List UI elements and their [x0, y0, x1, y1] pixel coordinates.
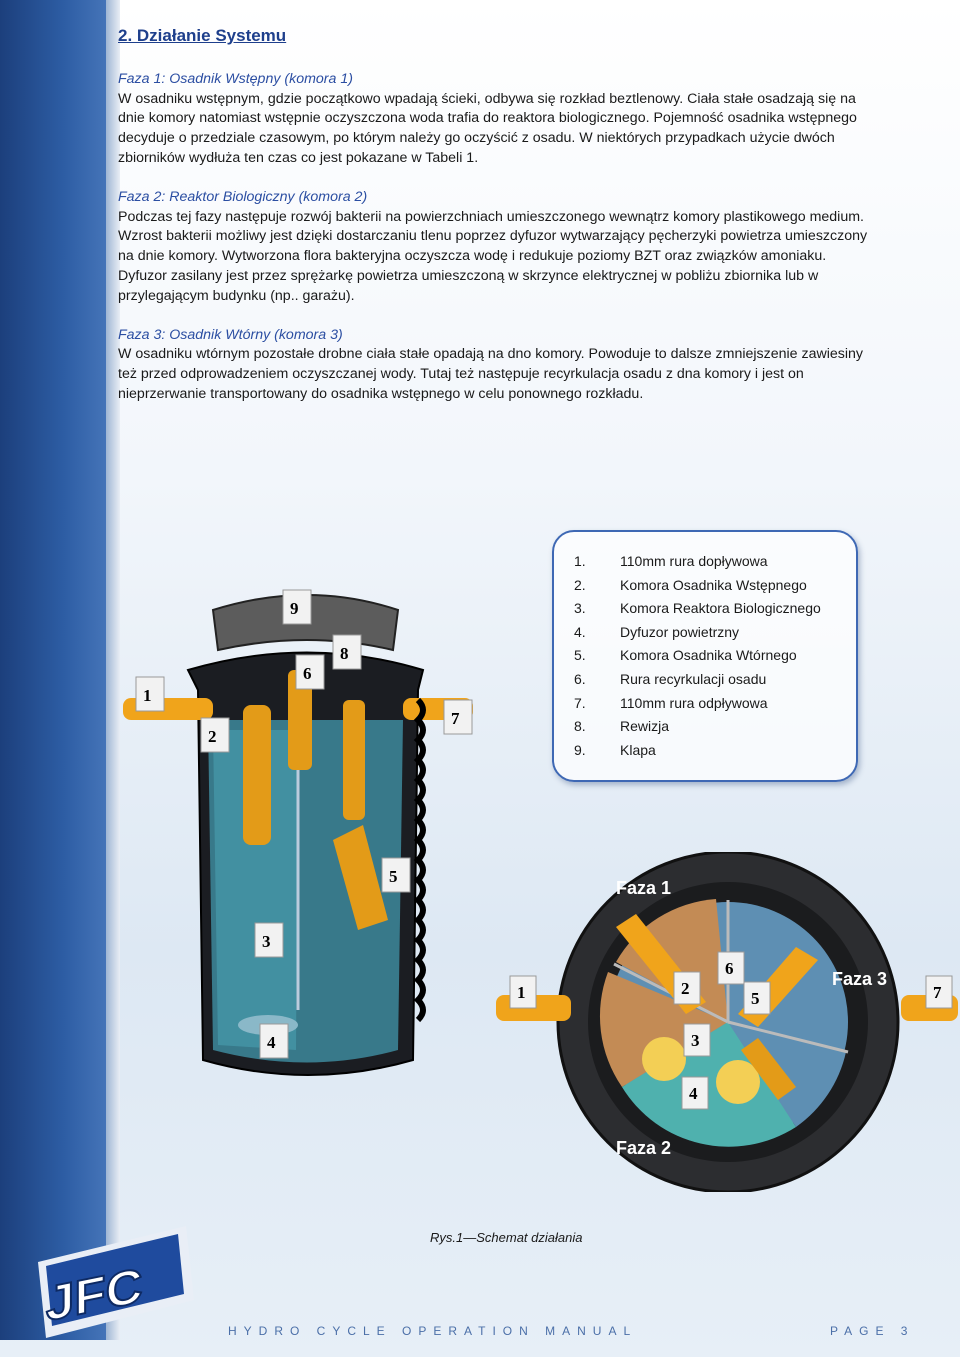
- legend-num: 2.: [574, 576, 586, 593]
- legend-num: 8.: [574, 718, 586, 735]
- legend-label: Komora Osadnika Wtórnego: [620, 647, 797, 664]
- label-text: 9: [290, 599, 299, 618]
- label-text: 7: [451, 709, 460, 728]
- tank-diagram: [118, 580, 488, 1100]
- phase-title: Faza 1: Osadnik Wstępny (komora 1): [118, 70, 353, 87]
- top-label-4: [682, 1077, 708, 1109]
- phase-title: Faza 3: Osadnik Wtórny (komora 3): [118, 326, 343, 343]
- phase-title: Faza 2: Reaktor Biologiczny (komora 2): [118, 188, 368, 205]
- label-text: 4: [689, 1084, 698, 1103]
- top-label-2: [674, 972, 700, 1004]
- legend-item: [554, 715, 856, 739]
- top-label-5: [744, 982, 770, 1014]
- legend-label: Dyfuzor powietrzny: [620, 623, 740, 640]
- label-text: 2: [681, 979, 690, 998]
- phase-body: W osadniku wstępnym, gdzie początkowo wpadają ścieki, odbywa się rozkład beztlenowy. Ciała stałe osadzają się na dnie komory natomiast wstępnie oczyszczona woda trafia do reaktora biologicznego. Pojemność osadnika wstępnego decyduje o przedziale czasowym, po którym należy go oczyścić z osadu. W niektórych przypadkach użycie dwóch zbiorników wydłuża ten czas co jest pokazane w Tabeli 1.: [118, 90, 857, 166]
- legend-label: Rura recyrkulacji osadu: [620, 670, 767, 687]
- legend-item: [554, 644, 856, 668]
- phase-body: W osadniku wtórnym pozostałe drobne ciała stałe opadają na dno komory. Powoduje to dalsze zmniejszenie zawiesiny też przed odprowadzeniem oczyszczanej wody. Tutaj też następuje recyrkulacja osadu z dna komory i jest on nieprzerwanie transportowany do osadnika wstępnego w celu ponownego rozkładu.: [118, 346, 863, 402]
- label-text: 6: [725, 959, 734, 978]
- top-view-diagram: [496, 852, 958, 1192]
- legend-list: [554, 550, 856, 762]
- label-text: 3: [691, 1031, 700, 1050]
- phase-body: Podczas tej fazy następuje rozwój bakterii na powierzchniach umieszczonego wewnątrz komory plastikowego medium. Wzrost bakterii możliwy jest dzięki dostarczaniu tlenu poprzez dyfuzor wytwarzający pęcherzyki powietrza umieszczony na dnie komory. Wytworzona flora bakteryjna oczyszcza wodę i redukuje poziomy BZT oraz związków amoniaku. Dyfuzor zasilany jest przez sprężarkę powietrza umieszczoną w skrzynce elektrycznej w pobliżu zbiornika lub w przylegającym budynku (np.. garażu).: [118, 208, 868, 304]
- legend-item: [554, 668, 856, 692]
- tank-label-8: [333, 635, 361, 669]
- faza-3-label: Faza 3: [832, 969, 888, 989]
- label-text: 8: [340, 644, 349, 663]
- legend-label: Klapa: [620, 741, 656, 758]
- top-label-1: [510, 976, 536, 1008]
- tank-label-2: [201, 718, 229, 752]
- legend-label: Rewizja: [620, 718, 670, 735]
- legend-num: 7.: [574, 694, 586, 711]
- tank-label-9: [283, 590, 311, 624]
- label-text: 2: [208, 727, 217, 746]
- faza-1-label: Faza 1: [616, 878, 672, 898]
- phase-1: [118, 70, 878, 169]
- top-label-3: [684, 1024, 710, 1056]
- label-text: 6: [303, 664, 312, 683]
- tank-label-7: [444, 700, 472, 734]
- legend-item: [554, 574, 856, 598]
- legend-label: 110mm rura odpływowa: [620, 694, 768, 711]
- label-text: 4: [267, 1033, 276, 1052]
- legend-num: 1.: [574, 553, 586, 569]
- tank-label-4: [260, 1024, 288, 1058]
- top-label-7: [926, 976, 952, 1008]
- text-content: [118, 26, 878, 424]
- phase-2: [118, 188, 878, 307]
- legend-item: [554, 692, 856, 716]
- section-heading: 2. Działanie Systemu: [118, 26, 287, 45]
- legend-item: [554, 621, 856, 645]
- tank-label-3: [255, 923, 283, 957]
- legend-num: 3.: [574, 600, 586, 617]
- phase-3: [118, 326, 878, 405]
- label-text: 1: [143, 686, 152, 705]
- faza-2-label: Faza 2: [616, 1138, 672, 1158]
- label-text: 1: [517, 983, 526, 1002]
- footer-title: HYDRO CYCLE OPERATION MANUAL: [228, 1324, 638, 1338]
- top-label-6: [718, 952, 744, 984]
- tank-label-6: [296, 655, 324, 689]
- legend-num: 4.: [574, 623, 586, 640]
- legend-label: 110mm rura dopływowa: [620, 553, 768, 569]
- legend-item: [554, 550, 856, 574]
- legend-box: [552, 530, 858, 782]
- label-text: 3: [262, 932, 271, 951]
- legend-num: 9.: [574, 741, 586, 758]
- legend-num: 6.: [574, 670, 586, 687]
- legend-num: 5.: [574, 647, 586, 664]
- label-text: 5: [389, 867, 398, 886]
- legend-label: Komora Reaktora Biologicznego: [620, 600, 821, 617]
- label-text: 5: [751, 989, 760, 1008]
- jfc-logo: [26, 1222, 196, 1342]
- legend-item: [554, 597, 856, 621]
- legend-item: [554, 739, 856, 763]
- figure-caption: Rys.1—Schemat działania: [430, 1230, 583, 1245]
- logo-text: JFC: [45, 1256, 143, 1332]
- legend-label: Komora Osadnika Wstępnego: [620, 576, 807, 593]
- label-text: 7: [933, 983, 942, 1002]
- sidebar-band: [0, 0, 106, 1340]
- tank-label-5: [382, 858, 410, 892]
- page-number: PAGE 3: [830, 1324, 915, 1338]
- tank-label-1: [136, 677, 164, 711]
